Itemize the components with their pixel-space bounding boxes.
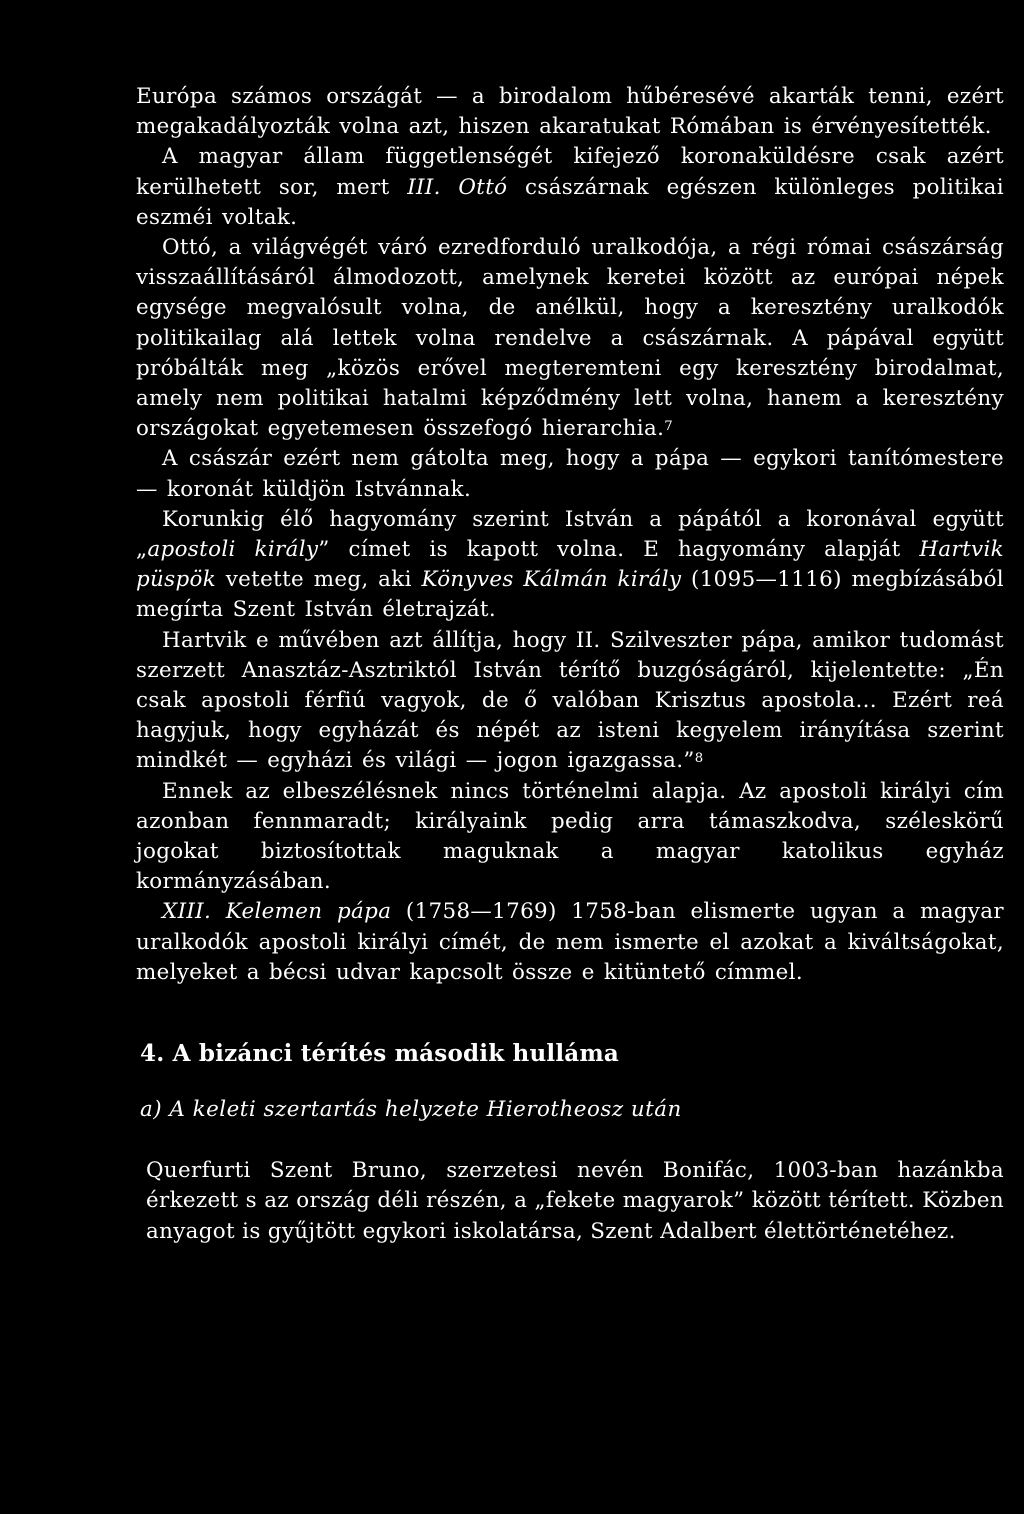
section-paragraph: Querfurti Szent Bruno, szerzetesi nevén Bonifác, 1003-ban hazánkba érkezett s az ország déli részén, a „fekete magyarok” között térített. Közben anyagot is gyűjtött egykori iskolatársa, Szent Adalbert élettörténetéhez. [146, 1158, 1004, 1244]
paragraph [136, 897, 1004, 988]
text-run: Ennek az elbeszélésnek nincs történelmi alapja. Az apostoli királyi cím azonban fennmaradt; királyaink pedig arra támaszkodva, széleskörű jogokat biztosítottak maguknak a magyar katolikus egyház kormányzásában. [136, 778, 1004, 895]
paragraph [136, 505, 1004, 626]
footnote-marker: 8 [694, 751, 704, 767]
text-run: A császár ezért nem gátolta meg, hogy a pápa — egykori tanítómestere — koronát küldjön Istvánnak. [136, 446, 1004, 502]
footnote-marker: 7 [664, 419, 674, 435]
paragraph [136, 82, 1004, 142]
italic-text: Hartvik püspök [136, 537, 1004, 593]
paragraph [136, 142, 1004, 233]
italic-text: XIII. Kelemen pápa [162, 899, 392, 925]
section-heading: 4. A bizánci térítés második hulláma [140, 1040, 620, 1068]
text-run: Hartvik e művében azt állítja, hogy II. Szilveszter pápa, amikor tudomást szerzett Anasztáz-Asztriktól István térítő buzgóságáról, kijelentette: „Én csak apostoli férfiú vagyok, de ő valóban Krisztus apostola... Ezért reá hagyjuk, hogy egyházát és népét az isteni kegyelem irányítása szerint mindkét — egyházi és világi — jogon igazgassa.” [136, 627, 1004, 774]
text-run: (1758—1769) 1758-ban elismerte ugyan a magyar uralkodók apostoli királyi címét, de nem ismerte el azokat a kiváltságokat, melyeket a bécsi udvar kapcsolt össze e kitüntető címmel. [136, 899, 1004, 985]
text-run: Korunkig élő hagyomány szerint István a pápától a koronával együtt „ [136, 506, 1004, 563]
paragraph [136, 626, 1004, 777]
italic-text: apostoli király [147, 537, 319, 563]
italic-text: III. Ottó [407, 174, 508, 200]
text-run: Európa számos országát — a birodalom hűbéresévé akarták tenni, ezért megakadályozták volna azt, hiszen akaratukat Rómában is érvényesítették. [136, 84, 1004, 140]
section-subheading: a) A keleti szertartás helyzete Hierotheosz után [140, 1097, 682, 1123]
paragraph [136, 233, 1004, 444]
text-run: (1095—1116) megbízásából megírta Szent István életrajzát. [136, 567, 1004, 623]
italic-text: Könyves Kálmán király [421, 567, 682, 593]
paragraph [136, 777, 1004, 898]
text-run: vetette meg, aki [216, 567, 422, 593]
text-run: Ottó, a világvégét váró ezredforduló uralkodója, a régi római császárság visszaállításáról álmodozott, amelynek keretei között az európai népek egysége megvalósult volna, de anélkül, hogy a keresztény uralkodók politikailag alá lettek volna rendelve a császárnak. A pápával együtt próbálták meg „közös erővel megteremteni egy keresztény birodalmat, amely nem politikai hatalmi képződmény lett volna, hanem a keresztény országokat egyetemesen összefogó hierarchia. [136, 235, 1004, 442]
body-text [136, 82, 1004, 988]
paragraph [136, 444, 1004, 504]
text-run: ” címet is kapott volna. E hagyomány alapját [318, 537, 920, 563]
text-run: A magyar állam függetlenségét kifejező koronaküldésre csak azért kerülhetett sor, mert [136, 144, 1004, 200]
text-run: császárnak egészen különleges politikai eszméi voltak. [136, 174, 1004, 230]
